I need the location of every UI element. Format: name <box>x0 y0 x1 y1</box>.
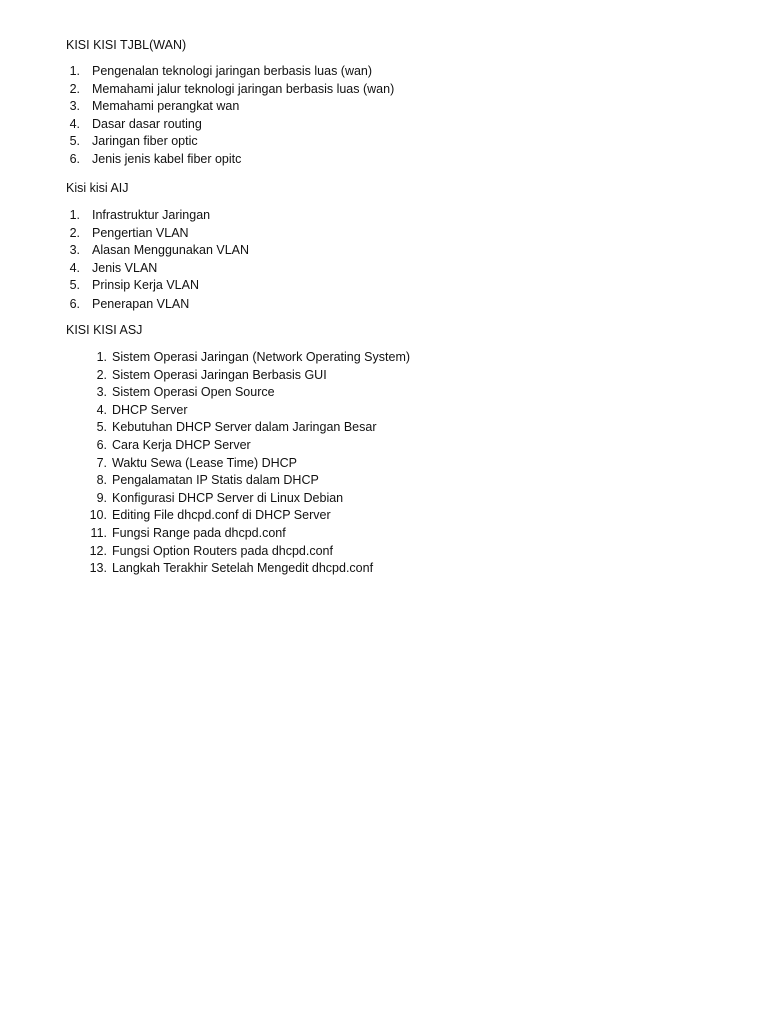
list-item-text: Cara Kerja DHCP Server <box>112 437 251 452</box>
list-item-text: Fungsi Option Routers pada dhcpd.conf <box>112 543 333 558</box>
list-item-number: 1. <box>69 64 80 78</box>
list-item-text: Konfigurasi DHCP Server di Linux Debian <box>112 490 344 505</box>
list-item-text: Jaringan fiber optic <box>92 134 198 149</box>
list-item-text: Fungsi Range pada dhcpd.conf <box>112 525 286 540</box>
list-item-text: Jenis jenis kabel fiber opitc <box>92 151 242 166</box>
list-item-number: 3. <box>96 385 107 400</box>
list-item-number: 1. <box>96 350 107 364</box>
list-item-text: DHCP Server <box>112 402 188 417</box>
list-item-number: 2. <box>96 367 107 382</box>
list-item-number: 2. <box>69 81 80 96</box>
list-item-number: 5. <box>96 420 107 435</box>
list-item-text: Jenis VLAN <box>92 260 158 275</box>
list-item-number: 8. <box>96 473 107 488</box>
list-item-text: Pengalamatan IP Statis dalam DHCP <box>112 473 319 488</box>
list-item-number: 3. <box>69 243 80 258</box>
list-item-number: 6. <box>69 151 80 166</box>
list-item-text: Langkah Terakhir Setelah Mengedit dhcpd.conf <box>112 561 374 576</box>
list-item-text: Sistem Operasi Jaringan (Network Operating System) <box>112 350 411 364</box>
list-item-text: Editing File dhcpd.conf di DHCP Server <box>112 508 331 523</box>
list-item-text: Alasan Menggunakan VLAN <box>92 243 250 258</box>
list-item-number: 5. <box>69 134 80 149</box>
section-heading-asj: KISI KISI ASJ <box>66 323 143 337</box>
list-item-text: Sistem Operasi Jaringan Berbasis GUI <box>112 367 327 382</box>
list-item-number: 11. <box>90 525 107 540</box>
list-item-number: 6. <box>69 297 80 312</box>
list-item-text: Prinsip Kerja VLAN <box>92 278 199 293</box>
list-item-number: 5. <box>69 278 80 293</box>
section-heading-aij: Kisi kisi AIJ <box>66 181 129 195</box>
list-item-number: 2. <box>69 225 80 240</box>
list-item-number: 12. <box>89 543 107 558</box>
list-item-text: Infrastruktur Jaringan <box>92 208 211 222</box>
list-item-text: Dasar dasar routing <box>92 116 202 131</box>
list-item-text: Memahami jalur teknologi jaringan berbasis luas (wan) <box>92 81 395 96</box>
list-item-text: Sistem Operasi Open Source <box>112 385 275 400</box>
list-item-text: Penerapan VLAN <box>92 297 190 312</box>
list-item-number: 9. <box>96 490 107 505</box>
list-item-number: 7. <box>96 455 107 470</box>
list-item-number: 3. <box>69 99 80 114</box>
list-item-text: Memahami perangkat wan <box>92 99 240 114</box>
section-heading-tjbl-wan: KISI KISI TJBL(WAN) <box>66 38 187 52</box>
list-item-text: Waktu Sewa (Lease Time) DHCP <box>112 455 298 470</box>
list-item-number: 13. <box>89 561 107 576</box>
list-item-number: 4. <box>96 402 107 417</box>
list-item-number: 10. <box>89 508 107 523</box>
list-item-number: 4. <box>69 116 80 131</box>
list-item-text: Pengertian VLAN <box>92 225 189 240</box>
list-item-text: Kebutuhan DHCP Server dalam Jaringan Besar <box>112 420 377 435</box>
list-item-number: 4. <box>69 260 80 275</box>
list-item-number: 1. <box>69 208 80 222</box>
list-item-number: 6. <box>96 437 107 452</box>
list-item-text: Pengenalan teknologi jaringan berbasis luas (wan) <box>92 64 373 78</box>
